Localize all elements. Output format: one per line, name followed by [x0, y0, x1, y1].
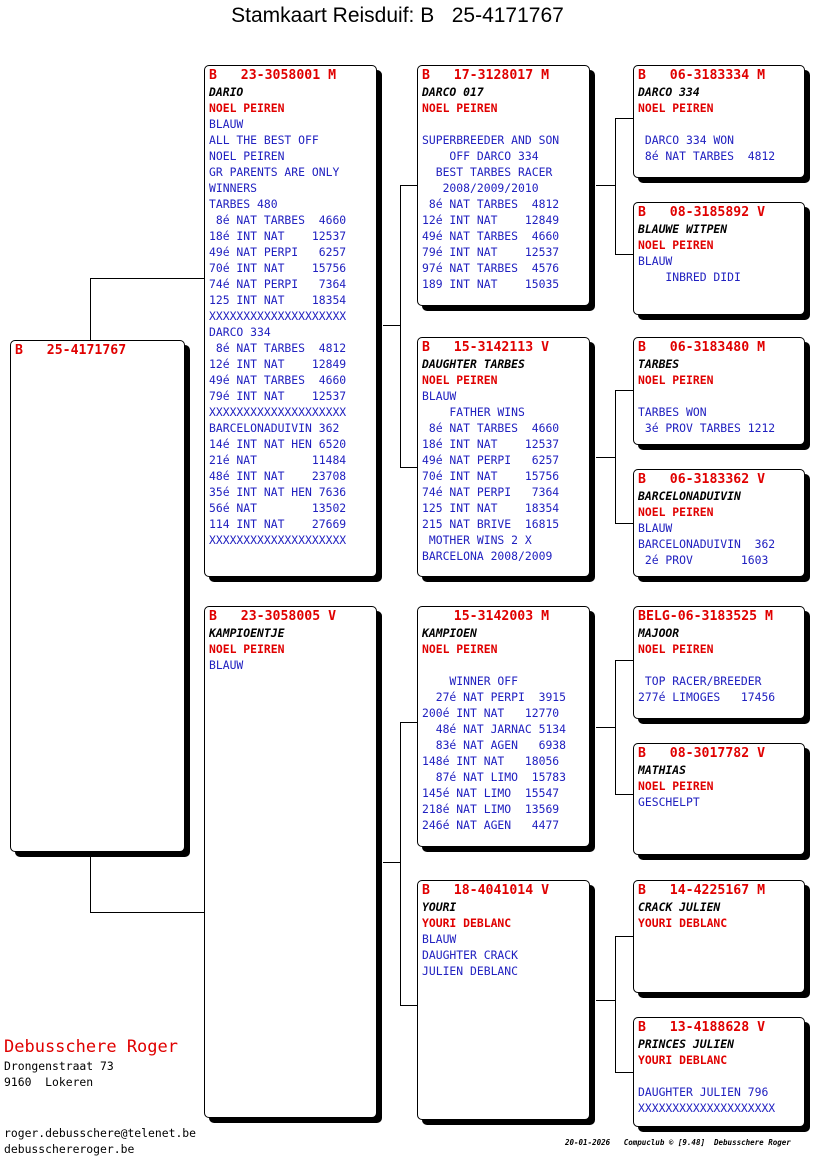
info-line: 8é NAT TARBES 4812 — [209, 341, 347, 355]
owner-block — [4, 1036, 178, 1090]
connector-line — [615, 660, 616, 795]
info-line: BLAUW — [209, 658, 244, 672]
info-line: 2008/2009/2010 — [422, 181, 539, 195]
info-line: 246é NAT AGEN 4477 — [422, 818, 560, 832]
pigeon-name: DAUGHTER TARBES — [422, 357, 525, 371]
ring-number: B 17-3128017 M — [422, 68, 550, 83]
ring-number: B 08-3185892 V — [638, 205, 766, 220]
connector-line — [90, 857, 91, 913]
ring-number: 15-3142003 M — [422, 609, 550, 624]
breeder-name: NOEL PEIREN — [638, 238, 714, 252]
info-line: TARBES 480 — [209, 197, 278, 211]
info-line: BEST TARBES RACER — [422, 165, 553, 179]
connector-line — [400, 185, 417, 186]
info-line: 277é LIMOGES 17456 — [638, 690, 776, 704]
info-line — [638, 116, 801, 132]
connector-line — [90, 912, 204, 913]
info-line: 125 INT NAT 18354 — [209, 293, 347, 307]
info-line: 8é NAT TARBES 4812 — [422, 197, 560, 211]
connector-line — [400, 722, 401, 1006]
breeder-name: NOEL PEIREN — [422, 642, 498, 656]
connector-line — [615, 660, 633, 661]
info-line: 56é NAT 13502 — [209, 501, 347, 515]
info-line: TOP RACER/BREEDER — [638, 674, 762, 688]
connector-line — [615, 118, 633, 119]
connector-line — [596, 457, 615, 458]
pigeon-name: BLAUWE WITPEN — [638, 222, 728, 236]
ring-number: B 18-4041014 V — [422, 883, 550, 898]
connector-line — [400, 1005, 417, 1006]
connector-line — [615, 936, 633, 937]
info-line: WINNERS — [209, 181, 258, 195]
info-line: 125 INT NAT 18354 — [422, 501, 560, 515]
info-line: 79é INT NAT 12537 — [422, 245, 560, 259]
info-line: 48é NAT JARNAC 5134 — [422, 722, 567, 736]
info-line: JULIEN DEBLANC — [422, 964, 519, 978]
info-line: DARCO 334 — [209, 325, 271, 339]
info-line: 8é NAT TARBES 4660 — [422, 421, 560, 435]
pigeon-name: DARCO 334 — [638, 85, 700, 99]
pigeon-name: KAMPIOEN — [422, 626, 477, 640]
pigeon-name: TARBES — [638, 357, 680, 371]
info-line: 49é NAT PERPI 6257 — [422, 453, 560, 467]
info-line: 8é NAT TARBES 4812 — [638, 149, 776, 163]
connector-line — [615, 523, 633, 524]
ring-number: B 14-4225167 M — [638, 883, 766, 898]
ring-number: B 13-4188628 V — [638, 1020, 766, 1035]
breeder-name: NOEL PEIREN — [422, 373, 498, 387]
info-line: 18é INT NAT 12537 — [422, 437, 560, 451]
owner-website[interactable]: debusschereroger.be — [4, 1142, 135, 1156]
pigeon-name: MAJOOR — [638, 626, 680, 640]
ring-number: B 15-3142113 V — [422, 340, 550, 355]
ring-number: BELG-06-3183525 M — [638, 609, 773, 624]
pedigree-card-sire-dam — [417, 337, 590, 577]
info-line: FATHER WINS — [422, 405, 525, 419]
info-line: 97é NAT TARBES 4576 — [422, 261, 560, 275]
pedigree-card-dss — [633, 606, 805, 719]
pedigree-card-dam-dam — [417, 880, 590, 1120]
owner-name: Debusschere Roger — [4, 1037, 178, 1057]
owner-street: Drongenstraat 73 — [4, 1059, 114, 1073]
pedigree-card-sss — [633, 65, 805, 178]
info-line: 35é INT NAT HEN 7636 — [209, 485, 347, 499]
info-line: 27é NAT PERPI 3915 — [422, 690, 567, 704]
breeder-name: YOURI DEBLANC — [638, 916, 728, 930]
pedigree-card-dsd — [633, 743, 805, 855]
info-line: DARCO 334 WON — [638, 133, 735, 147]
breeder-name: NOEL PEIREN — [638, 373, 714, 387]
ring-number: B 06-3183334 M — [638, 68, 766, 83]
pedigree-card-dam — [204, 606, 377, 1118]
pigeon-name: DARIO — [209, 85, 244, 99]
breeder-name: NOEL PEIREN — [209, 101, 285, 115]
connector-line — [383, 325, 400, 326]
owner-city: 9160 Lokeren — [4, 1075, 94, 1089]
connector-line — [400, 185, 401, 468]
info-line: BARCELONADUIVIN 362 — [638, 537, 776, 551]
info-line: BARCELONA 2008/2009 — [422, 549, 553, 563]
info-line: 148é INT NAT 18056 — [422, 754, 560, 768]
info-line: GESCHELPT — [638, 795, 700, 809]
info-line: 74é NAT PERPI 7364 — [209, 277, 347, 291]
breeder-name: NOEL PEIREN — [638, 505, 714, 519]
connector-line — [615, 794, 633, 795]
pedigree-card-sds — [633, 337, 805, 445]
info-line: 79é INT NAT 12537 — [209, 389, 347, 403]
footer-credit: 20-01-2026 Compuclub © [9.48] Debusschere Roger — [565, 1138, 791, 1147]
info-line: BLAUW — [422, 389, 457, 403]
breeder-name: NOEL PEIREN — [422, 101, 498, 115]
connector-line — [400, 722, 417, 723]
info-line: DAUGHTER JULIEN 796 — [638, 1085, 769, 1099]
pigeon-name: MATHIAS — [638, 763, 687, 777]
info-line: ALL THE BEST OFF — [209, 133, 319, 147]
info-line: 18é INT NAT 12537 — [209, 229, 347, 243]
ring-number: B 25-4171767 — [15, 343, 127, 358]
info-line: 70é INT NAT 15756 — [209, 261, 347, 275]
connector-line — [596, 1000, 615, 1001]
pedigree-card-subject — [10, 340, 185, 852]
ring-number: B 08-3017782 V — [638, 746, 766, 761]
breeder-name: NOEL PEIREN — [209, 642, 285, 656]
ring-number: B 23-3058005 V — [209, 609, 337, 624]
info-line: 215 NAT BRIVE 16815 — [422, 517, 560, 531]
info-line: BLAUW — [422, 932, 457, 946]
pigeon-name: CRACK JULIEN — [638, 900, 721, 914]
connector-line — [615, 390, 616, 524]
info-line: 87é NAT LIMO 15783 — [422, 770, 567, 784]
connector-line — [615, 936, 616, 1073]
info-line — [422, 657, 586, 673]
info-line: 74é NAT PERPI 7364 — [422, 485, 560, 499]
ring-number: B 23-3058001 M — [209, 68, 337, 83]
info-line: 49é NAT TARBES 4660 — [209, 373, 347, 387]
info-line: INBRED DIDI — [638, 270, 741, 284]
info-line: 12é INT NAT 12849 — [422, 213, 560, 227]
info-line: 2é PROV 1603 — [638, 553, 769, 567]
info-line — [638, 1068, 801, 1084]
info-line: MOTHER WINS 2 X — [422, 533, 532, 547]
pigeon-name: PRINCES JULIEN — [638, 1037, 735, 1051]
connector-line — [615, 390, 633, 391]
pigeon-name: YOURI — [422, 900, 457, 914]
info-line: XXXXXXXXXXXXXXXXXXXX — [209, 309, 347, 323]
connector-line — [596, 185, 615, 186]
connector-line — [596, 727, 615, 728]
info-line: XXXXXXXXXXXXXXXXXXXX — [209, 405, 347, 419]
pedigree-card-sdd — [633, 469, 805, 577]
info-line: 21é NAT 11484 — [209, 453, 347, 467]
breeder-name: NOEL PEIREN — [638, 101, 714, 115]
breeder-name: YOURI DEBLANC — [422, 916, 512, 930]
info-line: BLAUW — [209, 117, 244, 131]
pedigree-card-dds — [633, 880, 805, 993]
info-line: 48é INT NAT 23708 — [209, 469, 347, 483]
pedigree-card-sire-sire — [417, 65, 590, 306]
info-line: 114 INT NAT 27669 — [209, 517, 347, 531]
connector-line — [400, 467, 417, 468]
info-line: NOEL PEIREN — [209, 149, 285, 163]
breeder-name: YOURI DEBLANC — [638, 1053, 728, 1067]
info-line: 145é NAT LIMO 15547 — [422, 786, 560, 800]
breeder-name: NOEL PEIREN — [638, 779, 714, 793]
info-line — [638, 657, 801, 673]
pedigree-card-ddd — [633, 1017, 805, 1127]
connector-line — [615, 118, 616, 255]
contact-block — [4, 1125, 196, 1157]
pedigree-card-ssd — [633, 202, 805, 315]
info-line: DAUGHTER CRACK — [422, 948, 519, 962]
info-line: XXXXXXXXXXXXXXXXXXXX — [638, 1101, 776, 1115]
pigeon-name: KAMPIOENTJE — [209, 626, 285, 640]
info-line: 83é NAT AGEN 6938 — [422, 738, 567, 752]
info-line: 189 INT NAT 15035 — [422, 277, 560, 291]
connector-line — [90, 278, 204, 279]
info-line: 70é INT NAT 15756 — [422, 469, 560, 483]
info-line: 218é NAT LIMO 13569 — [422, 802, 560, 816]
info-line — [422, 116, 586, 132]
owner-email[interactable]: roger.debusschere@telenet.be — [4, 1126, 197, 1140]
info-line: XXXXXXXXXXXXXXXXXXXX — [209, 533, 347, 547]
page-title: Stamkaart Reisduif: B 25-4171767 — [231, 4, 564, 27]
ring-number: B 06-3183362 V — [638, 472, 766, 487]
connector-line — [615, 1072, 633, 1073]
pedigree-card-dam-sire — [417, 606, 590, 847]
info-line: BLAUW — [638, 254, 673, 268]
info-line: BLAUW — [638, 521, 673, 535]
connector-line — [90, 278, 91, 340]
pigeon-name: DARCO 017 — [422, 85, 484, 99]
info-line: 12é INT NAT 12849 — [209, 357, 347, 371]
info-line: 49é NAT PERPI 6257 — [209, 245, 347, 259]
breeder-name: NOEL PEIREN — [638, 642, 714, 656]
info-line: TARBES WON — [638, 405, 707, 419]
info-line: OFF DARCO 334 — [422, 149, 539, 163]
pedigree-card-sire — [204, 65, 377, 577]
info-line: WINNER OFF — [422, 674, 519, 688]
connector-line — [383, 862, 400, 863]
info-line: 49é NAT TARBES 4660 — [422, 229, 560, 243]
info-line: 8é NAT TARBES 4660 — [209, 213, 347, 227]
info-line: 14é INT NAT HEN 6520 — [209, 437, 347, 451]
info-line — [638, 388, 801, 404]
info-line: 3é PROV TARBES 1212 — [638, 421, 776, 435]
connector-line — [615, 254, 633, 255]
pigeon-name: BARCELONADUIVIN — [638, 489, 741, 503]
info-line: 200é INT NAT 12770 — [422, 706, 560, 720]
info-line: BARCELONADUIVIN 362 — [209, 421, 340, 435]
info-line: GR PARENTS ARE ONLY — [209, 165, 340, 179]
ring-number: B 06-3183480 M — [638, 340, 766, 355]
info-line: SUPERBREEDER AND SON — [422, 133, 560, 147]
